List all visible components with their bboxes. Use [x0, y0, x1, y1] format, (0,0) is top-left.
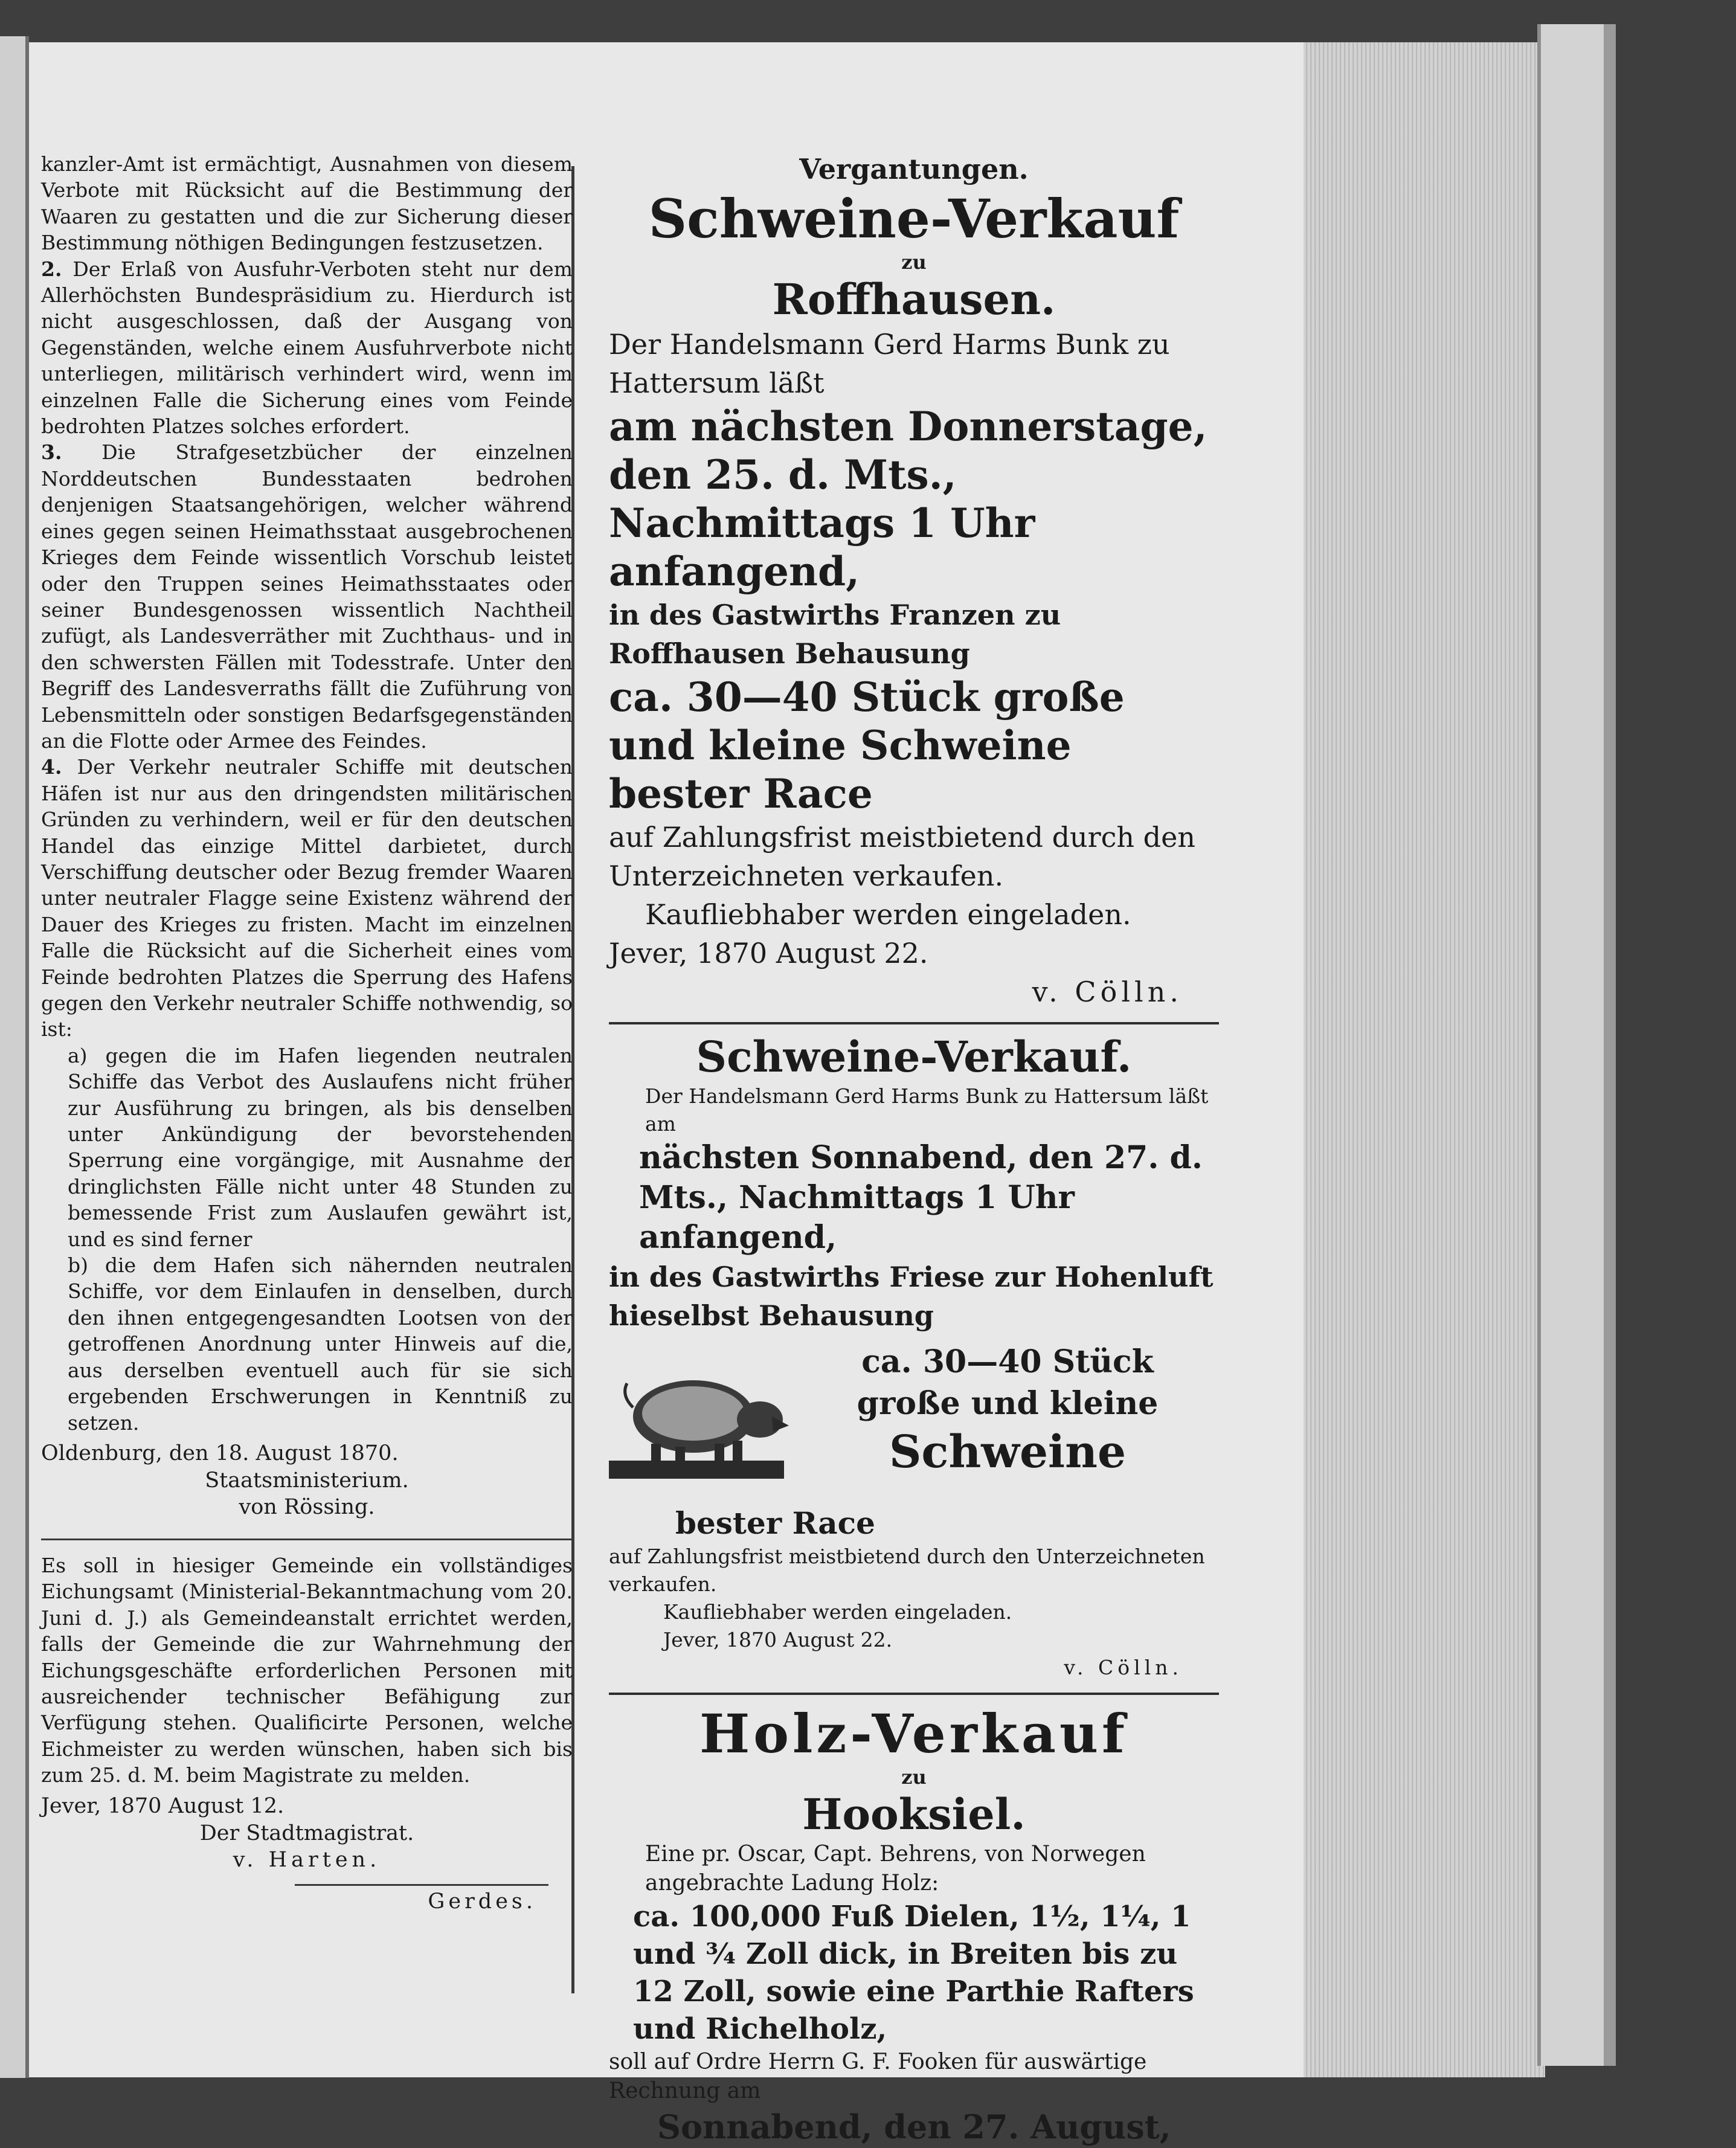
- paragraph-number: 2.: [41, 257, 62, 281]
- left-column: [41, 151, 573, 1914]
- ordinance-item-b: b) die dem Hafen sich nähernden neutralen Schiffe, vor dem Einlaufen in denselben, durch den ihnen entgegengesandten Lootsen von der getroffenen Anordnung unter Hinweis auf die, aus derselben eventuell auch für sie sich ergebenden Erschwerungen in Kenntniß zu setzen.: [68, 1253, 573, 1435]
- paragraph-number: 3.: [41, 440, 62, 465]
- ad-divider: [609, 1693, 1219, 1695]
- ordinance-item-a: a) gegen die im Hafen liegenden neutralen Schiffe das Verbot des Auslaufens nicht früher zur Ausführung zu bringen, als bis denselben unter Ankündigung der bevorstehenden Sperrung eine vorgängige, mit Ausnahme der dringlichsten Fälle nicht unter 48 Stunden zu bemessende Frist zum Auslaufen gewährt ist, und es sind ferner: [68, 1043, 573, 1251]
- ad-where: in des Gastwirths Friese zur Hohenluft hieselbst Behausung: [609, 1261, 1214, 1332]
- ordinance-signer-name: von Rössing.: [239, 1494, 375, 1519]
- book-cover-edge: [1537, 24, 1607, 2066]
- ad-pig-sale-roffhausen: [609, 151, 1219, 1011]
- notice-signer-org: Der Stadtmagistrat.: [199, 1821, 414, 1845]
- ad-invite: Kaufliebhaber werden eingeladen.: [645, 898, 1131, 931]
- eichungsamt-notice: Es soll in hiesiger Gemeinde ein vollständiges Eichungsamt (Ministerial-Bekanntmachung vom 20. Juni d. J.) als Gemeindeanstalt errichtet werden, falls der Gemeinde die zur Wahrnehmung der Eichungsgeschäfte erforderlichen Personen mit ausreichender technischer Befähigung zur Verfügung stehen. Qualificirte Personen, welche Eichmeister zu werden wünschen, haben sich bis zum 25. d. M. beim Magistrate zu melden.: [41, 1553, 573, 1787]
- ad-intro: Eine pr. Oscar, Capt. Behrens, von Norwegen angebrachte Ladung Holz:: [645, 1842, 1146, 1896]
- ad-zu: zu: [901, 1766, 927, 1789]
- ad-zu: zu: [901, 251, 927, 274]
- ordinance-paragraph-3: [41, 439, 573, 754]
- ordinance-signer-org: Staatsministerium.: [205, 1468, 409, 1493]
- ad-divider: [609, 1022, 1219, 1024]
- ad-title: Holz-Verkauf: [699, 1702, 1128, 1765]
- notice-date: Jever, 1870 August 12.: [41, 1793, 285, 1818]
- pig-illustration-block: [609, 1341, 1219, 1504]
- ad-date: Jever, 1870 August 22.: [609, 937, 928, 969]
- ordinance-paragraph-1: kanzler-Amt ist ermächtigt, Ausnahmen von diesem Verbote mit Rücksicht auf die Bestimmung der Waaren zu gestatten und die zur Sicherung dieser Bestimmung nöthigen Bedingungen festzusetzen.: [41, 152, 573, 255]
- ad-terms: auf Zahlungsfrist meistbietend durch den Unterzeichneten verkaufen.: [609, 821, 1195, 892]
- right-column: [609, 151, 1219, 2148]
- ad-place: Roffhausen.: [772, 274, 1056, 324]
- ad-date: Jever, 1870 August 22.: [663, 1628, 893, 1651]
- ad-place: Hooksiel.: [802, 1789, 1026, 1839]
- ad-intro: Der Handelsmann Gerd Harms Bunk zu Hattersum läßt am: [645, 1084, 1209, 1136]
- ad-pig-sale-hohenluft: [609, 1032, 1219, 1682]
- ad-when: am nächsten Donnerstage, den 25. d. Mts., Nachmittags 1 Uhr anfangend,: [609, 403, 1207, 595]
- notice-signer-name: v. Harten.: [233, 1847, 381, 1872]
- ad-animal: Schweine: [889, 1426, 1127, 1478]
- paragraph-text: Der Verkehr neutraler Schiffe mit deutschen Häfen ist nur aus den dringendsten militärischen Gründen zu verhindern, weil er für den deutschen Handel das einzige Mittel darbietet, durch Verschiffung deutscher oder Bezug fremder Waaren unter neutraler Flagge seine Existenz während der Dauer des Krieges zu fristen. Macht im einzelnen Falle die Rücksicht auf die Sicherheit eines vom Feinde bedrohten Platzes die Sperrung des Hafens gegen den Verkehr neutraler Schiffe nothwendig, so ist:: [41, 755, 573, 1041]
- ad-intro: Der Handelsmann Gerd Harms Bunk zu Hattersum läßt: [609, 328, 1170, 399]
- ad-terms: soll auf Ordre Herrn G. F. Fooken für auswärtige Rechnung am: [609, 2050, 1147, 2103]
- ad-wood-sale-hooksiel: [609, 1702, 1219, 2148]
- ad-signer: v. Cölln.: [1032, 976, 1183, 1008]
- pig-text: [802, 1341, 1213, 1480]
- ad-invite: Kaufliebhaber werden eingeladen.: [663, 1600, 1012, 1624]
- book-cover-shadow: [1604, 24, 1616, 2066]
- ad-goods: ca. 100,000 Fuß Dielen, 1½, 1¼, 1 und ¾ Zoll dick, in Breiten bis zu 12 Zoll, sowie eine Parthie Rafters und Richelholz,: [633, 1900, 1194, 2046]
- book-fore-edge: [1304, 42, 1545, 2077]
- ordinance-paragraph-4: [41, 754, 573, 1042]
- ordinance-paragraph-2: [41, 256, 573, 440]
- paragraph-text: Die Strafgesetzbücher der einzelnen Norddeutschen Bundesstaaten bedrohen denjenigen Staatsangehörigen, welcher während eines gegen seinen Heimathsstaat ausgebrochenen Krieges dem Feinde wissentlich Vorschub leistet oder den Truppen seines Heimathsstaates oder seiner Bundesgenossen wissentlich Nachtheil zufügt, als Landesverräther mit Zuchthaus- und in den schwersten Fällen mit Todesstrafe. Unter den Begriff des Landesverraths fällt die Zuführung von Lebensmitteln oder sonstigen Bedarfsgegenständen an die Flotte oder Armee des Feindes.: [41, 440, 573, 753]
- signature-rule: [295, 1884, 548, 1886]
- ad-kind: große und kleine: [857, 1385, 1159, 1422]
- ordinance-date: Oldenburg, den 18. August 1870.: [41, 1441, 399, 1465]
- ad-terms: auf Zahlungsfrist meistbietend durch den Unterzeichneten verkaufen.: [609, 1545, 1205, 1596]
- newspaper-page: [29, 42, 1304, 2146]
- notice-divider: [41, 1539, 573, 1540]
- ad-count: ca. 30—40 Stück: [861, 1343, 1154, 1380]
- previous-page-edge: [0, 36, 25, 2078]
- ad-race: bester Race: [675, 1505, 875, 1541]
- paragraph-number: 4.: [41, 755, 62, 779]
- ad-date: Sonnabend, den 27. August,: [657, 2108, 1171, 2146]
- ad-title: Schweine-Verkauf.: [696, 1032, 1132, 1082]
- section-heading: Vergantungen.: [799, 153, 1029, 185]
- notice-clerk: Gerdes.: [428, 1889, 536, 1914]
- paragraph-text: Der Erlaß von Ausfuhr-Verboten steht nur dem Allerhöchsten Bundespräsidium zu. Hierdurch ist nicht ausgeschlossen, daß der Ausgang von Gegenständen, welche einem Ausfuhrverbote nicht unterliegen, militärisch verhindert wird, wenn im einzelnen Falle die Sicherung eines vom Feinde bedrohten Platzes solches erfordert.: [41, 257, 573, 439]
- ad-signer: v. Cölln.: [1064, 1656, 1183, 1679]
- ad-what: ca. 30—40 Stück große und kleine Schweine bester Race: [609, 674, 1125, 817]
- ad-when: nächsten Sonnabend, den 27. d. Mts., Nachmittags 1 Uhr anfangend,: [639, 1139, 1203, 1256]
- ad-title: Schweine-Verkauf: [648, 187, 1180, 250]
- pig-woodcut-icon: [609, 1359, 790, 1486]
- ad-where: in des Gastwirths Franzen zu Roffhausen Behausung: [609, 599, 1061, 670]
